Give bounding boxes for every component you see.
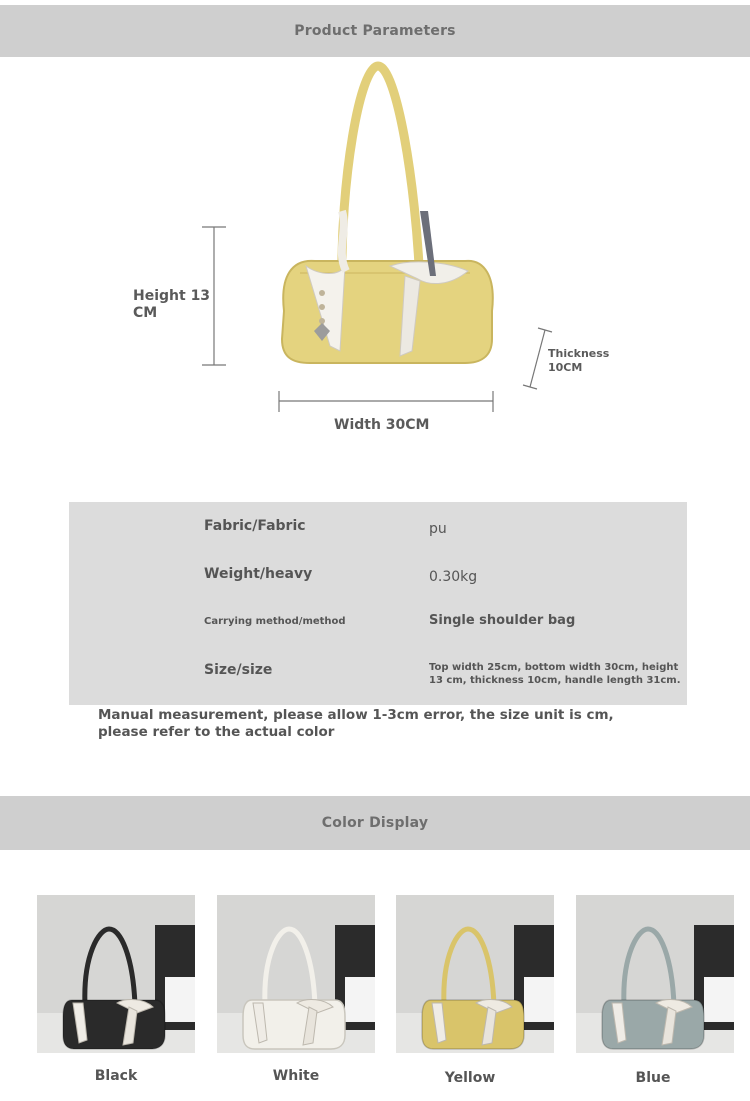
spec-fabric-value: pu [429, 521, 447, 537]
spec-carrying-label: Carrying method/method [204, 616, 346, 627]
section-header-colors [0, 796, 750, 850]
bag-photo-yellow [396, 895, 554, 1053]
spec-weight-label: Weight/heavy [204, 566, 313, 582]
color-label-black: Black [94, 1068, 138, 1084]
thickness-dimension-label: Thickness 10CM [548, 347, 610, 374]
yellow-bag-illustration [270, 61, 510, 371]
bag-photo-white [217, 895, 375, 1053]
section-header-parameters [0, 5, 750, 57]
spec-fabric-label: Fabric/Fabric [204, 518, 306, 534]
color-swatch-blue[interactable] [576, 895, 734, 1053]
width-dimension-label: Width 30CM [334, 417, 430, 433]
spec-size-label: Size/size [204, 662, 273, 678]
color-label-yellow: Yellow [444, 1070, 496, 1086]
spec-carrying-value: Single shoulder bag [429, 613, 576, 628]
height-dimension-label: Height 13 CM [133, 288, 211, 321]
color-label-white: White [272, 1068, 320, 1084]
section-title-parameters: Product Parameters [294, 23, 456, 39]
spec-weight-value: 0.30kg [429, 569, 478, 585]
spec-table [69, 502, 687, 705]
section-title-colors: Color Display [321, 815, 429, 831]
bag-photo-black [37, 895, 195, 1053]
measurement-note: Manual measurement, please allow 1-3cm error, the size unit is cm, please refer to the actual color [98, 707, 614, 740]
bag-dimension-diagram [0, 57, 750, 477]
color-swatch-black[interactable] [37, 895, 195, 1053]
spec-size-value: Top width 25cm, bottom width 30cm, height 13 cm, thickness 10cm, handle length 31cm. [429, 662, 681, 686]
bag-photo-blue [576, 895, 734, 1053]
color-swatch-yellow[interactable] [396, 895, 554, 1053]
color-label-blue: Blue [635, 1070, 671, 1086]
color-swatch-white[interactable] [217, 895, 375, 1053]
